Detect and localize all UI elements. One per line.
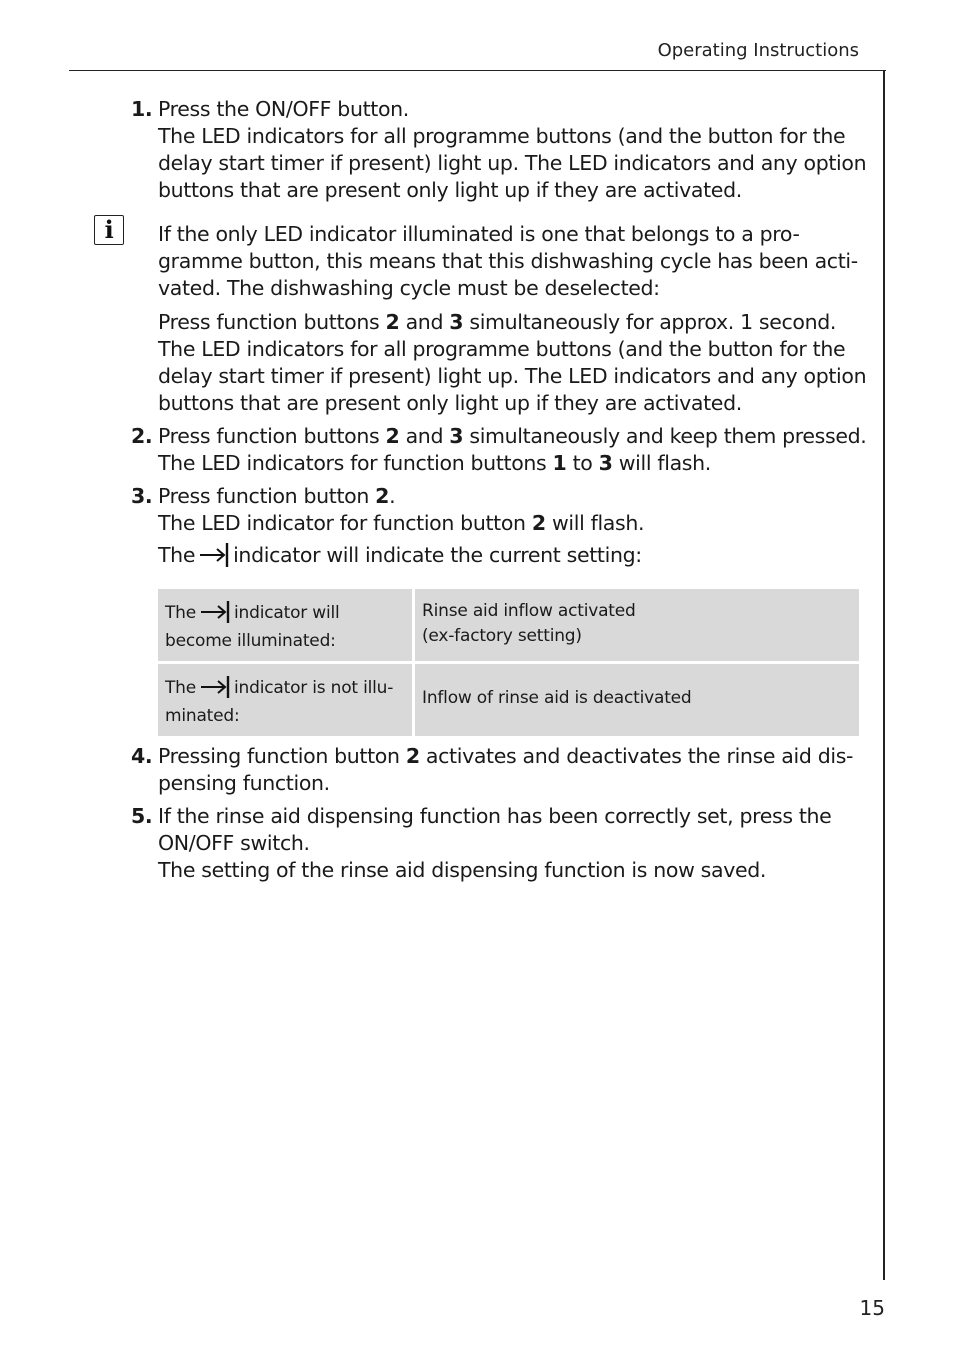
step-text: If the rinse aid dispensing function has been correctly set, press the [158, 804, 832, 828]
info-icon: i [94, 215, 124, 245]
info-text: If the only LED indicator illuminated is one that belongs to a pro- [158, 222, 800, 246]
info-result: The LED indicators for all programme buttons (and the button for the [158, 337, 846, 361]
step-5 [131, 803, 858, 884]
step-number: 5. [131, 804, 153, 828]
arrow-to-bar-icon [199, 543, 229, 565]
step-2 [131, 423, 867, 477]
step-text: buttons that are present only light up if they are activated. [158, 178, 742, 202]
step-text: delay start timer if present) light up. The LED indicators and any option [158, 151, 867, 175]
instructions-bottom [131, 743, 858, 890]
table-cell-state [158, 589, 415, 664]
step-text: The indicator will indicate the current setting: [158, 543, 642, 567]
meaning-text: (ex-factory setting) [422, 625, 582, 646]
step-text: The LED indicators for function buttons 1 to 3 will flash. [158, 451, 711, 475]
arrow-to-bar-icon [200, 601, 230, 621]
info-result: delay start timer if present) light up. The LED indicators and any option [158, 364, 867, 388]
table-cell-meaning [415, 664, 859, 736]
info-action: Press function buttons 2 and 3 simultaneously for approx. 1 second. [158, 310, 837, 334]
arrow-to-bar-icon [200, 676, 230, 696]
page-header-title: Operating Instructions [657, 40, 859, 61]
step-text: Press function buttons 2 and 3 simultaneously and keep them pressed. [158, 424, 867, 448]
table-cell-state [158, 664, 415, 736]
state-text: minated: [165, 705, 240, 726]
side-rule [883, 70, 885, 1280]
state-text: The indicator is not illu- [165, 677, 394, 698]
step-text: Pressing function button 2 activates and deactivates the rinse aid dis- [158, 744, 854, 768]
step-number: 2. [131, 424, 153, 448]
header-rule [69, 70, 886, 71]
step-text: ON/OFF switch. [158, 831, 310, 855]
step-1 [131, 96, 867, 204]
page-number: 15 [859, 1296, 885, 1320]
step-text: Press function button 2. [158, 484, 396, 508]
step-4 [131, 743, 858, 797]
table-row [158, 664, 859, 736]
step-text: Press the ON/OFF button. [158, 97, 409, 121]
indicator-settings-table [158, 589, 859, 736]
step-number: 4. [131, 744, 153, 768]
step-number: 3. [131, 484, 153, 508]
table-cell-meaning [415, 589, 859, 664]
info-result: buttons that are present only light up if they are activated. [158, 391, 742, 415]
step-3 [131, 483, 858, 569]
meaning-text: Inflow of rinse aid is deactivated [422, 688, 692, 708]
state-text: The indicator will [165, 602, 340, 623]
info-text: gramme button, this means that this dishwashing cycle has been acti- [158, 249, 858, 273]
instructions-top [104, 96, 867, 575]
step-number: 1. [131, 97, 153, 121]
step-text: pensing function. [158, 771, 330, 795]
table-row [158, 589, 859, 664]
state-text: become illuminated: [165, 630, 336, 651]
step-text: The LED indicator for function button 2 will flash. [158, 511, 645, 535]
step-text: The setting of the rinse aid dispensing function is now saved. [158, 858, 767, 882]
step-text: The LED indicators for all programme buttons (and the button for the [158, 124, 846, 148]
info-text: vated. The dishwashing cycle must be deselected: [158, 276, 660, 300]
info-note [104, 215, 867, 417]
meaning-text: Rinse aid inflow activated [422, 600, 636, 621]
